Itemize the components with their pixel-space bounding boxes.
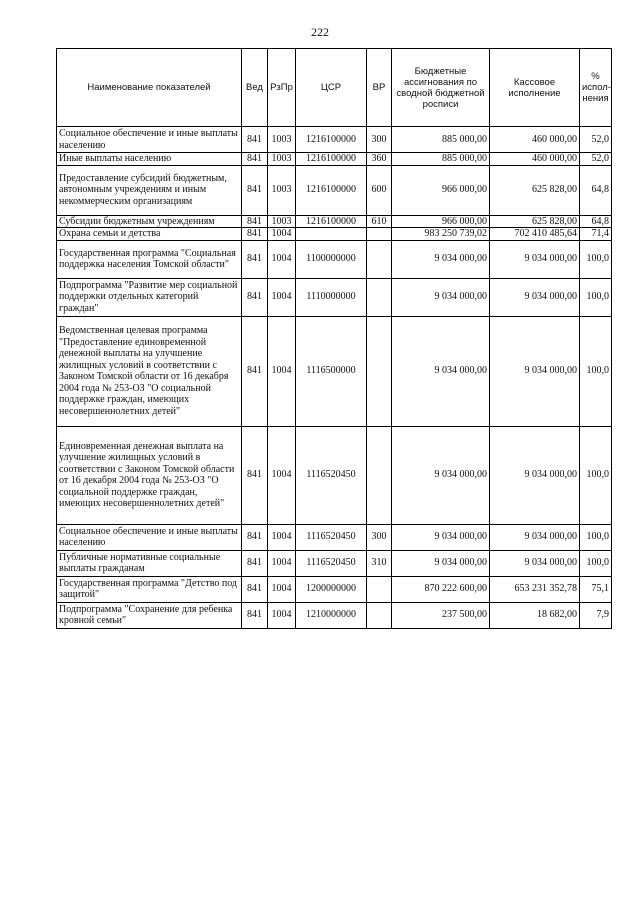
cell-rzpr: 1004 (268, 426, 296, 524)
header-name: Наименование показателей (57, 49, 242, 127)
cell-budget: 870 222 600,00 (392, 576, 490, 602)
cell-name: Ведомственная целевая программа "Предоставление единовременной денежной выплаты на улучшение жилищных условий в соответствии с Законом Томской области от 16 декабря 2004 года № 253-ОЗ "О социальной поддержке граждан, имеющих несовершеннолетних детей" (57, 316, 242, 426)
cell-vr (367, 426, 392, 524)
table-row (57, 127, 612, 153)
cell-vr (367, 278, 392, 316)
cell-csr: 1216100000 (296, 215, 367, 228)
cell-percent: 100,0 (580, 278, 612, 316)
cell-cash: 9 034 000,00 (490, 240, 580, 278)
cell-name: Подпрограмма "Сохранение для ребенка кровной семьи" (57, 602, 242, 628)
cell-rzpr: 1003 (268, 127, 296, 153)
cell-csr: 1116520450 (296, 426, 367, 524)
cell-name: Единовременная денежная выплата на улучшение жилищных условий в соответствии с Законом Томской области от 16 декабря 2004 года № 253-ОЗ "О социальной поддержке граждан, имеющих несовершеннолетних детей" (57, 426, 242, 524)
cell-vr: 600 (367, 165, 392, 215)
cell-csr: 1110000000 (296, 278, 367, 316)
page-number: 222 (311, 25, 329, 39)
cell-name: Публичные нормативные социальные выплаты гражданам (57, 550, 242, 576)
cell-cash: 9 034 000,00 (490, 550, 580, 576)
cell-vr: 300 (367, 127, 392, 153)
cell-rzpr: 1004 (268, 316, 296, 426)
cell-budget: 9 034 000,00 (392, 278, 490, 316)
cell-vr: 610 (367, 215, 392, 228)
cell-percent: 52,0 (580, 153, 612, 166)
header-rzpr: РзПр (268, 49, 296, 127)
cell-percent: 100,0 (580, 550, 612, 576)
table-row (57, 524, 612, 550)
cell-vr (367, 316, 392, 426)
table-row (57, 165, 612, 215)
header-percent: % испол-нения (580, 49, 612, 127)
cell-cash: 702 410 485,64 (490, 228, 580, 241)
cell-cash: 9 034 000,00 (490, 426, 580, 524)
cell-cash: 625 828,00 (490, 165, 580, 215)
cell-csr: 1100000000 (296, 240, 367, 278)
cell-csr (296, 228, 367, 241)
cell-ved: 841 (242, 165, 268, 215)
cell-ved: 841 (242, 153, 268, 166)
cell-rzpr: 1004 (268, 524, 296, 550)
cell-ved: 841 (242, 240, 268, 278)
cell-csr: 1116520450 (296, 524, 367, 550)
cell-name: Социальное обеспечение и иные выплаты населению (57, 524, 242, 550)
cell-cash: 9 034 000,00 (490, 278, 580, 316)
cell-vr (367, 240, 392, 278)
cell-cash: 18 682,00 (490, 602, 580, 628)
cell-name: Иные выплаты населению (57, 153, 242, 166)
table-row (57, 153, 612, 166)
cell-csr: 1216100000 (296, 153, 367, 166)
cell-rzpr: 1004 (268, 602, 296, 628)
cell-budget: 966 000,00 (392, 215, 490, 228)
cell-cash: 9 034 000,00 (490, 316, 580, 426)
cell-rzpr: 1004 (268, 278, 296, 316)
cell-cash: 9 034 000,00 (490, 524, 580, 550)
table-row (57, 316, 612, 426)
cell-vr: 360 (367, 153, 392, 166)
cell-percent: 100,0 (580, 316, 612, 426)
cell-percent: 75,1 (580, 576, 612, 602)
cell-cash: 460 000,00 (490, 127, 580, 153)
cell-cash: 460 000,00 (490, 153, 580, 166)
table-row (57, 215, 612, 228)
table-row (57, 550, 612, 576)
header-ved: Вед (242, 49, 268, 127)
cell-budget: 9 034 000,00 (392, 316, 490, 426)
cell-budget: 966 000,00 (392, 165, 490, 215)
table-row (57, 602, 612, 628)
cell-budget: 885 000,00 (392, 153, 490, 166)
cell-percent: 7,9 (580, 602, 612, 628)
cell-budget: 9 034 000,00 (392, 550, 490, 576)
cell-ved: 841 (242, 576, 268, 602)
cell-percent: 71,4 (580, 228, 612, 241)
cell-csr: 1200000000 (296, 576, 367, 602)
table-row (57, 228, 612, 241)
budget-report-table (56, 48, 612, 629)
cell-budget: 885 000,00 (392, 127, 490, 153)
table-header-row (57, 49, 612, 127)
cell-ved: 841 (242, 550, 268, 576)
cell-rzpr: 1004 (268, 228, 296, 241)
cell-ved: 841 (242, 228, 268, 241)
cell-rzpr: 1004 (268, 576, 296, 602)
cell-rzpr: 1004 (268, 550, 296, 576)
header-budget: Бюджетные ассигнования по сводной бюджетной росписи (392, 49, 490, 127)
table-row (57, 426, 612, 524)
header-cash: Кассовое исполнение (490, 49, 580, 127)
cell-name: Подпрограмма "Развитие мер социальной поддержки отдельных категорий граждан" (57, 278, 242, 316)
cell-vr (367, 228, 392, 241)
cell-cash: 625 828,00 (490, 215, 580, 228)
table-row (57, 576, 612, 602)
cell-percent: 64,8 (580, 165, 612, 215)
cell-name: Охрана семьи и детства (57, 228, 242, 241)
cell-budget: 983 250 739,02 (392, 228, 490, 241)
cell-ved: 841 (242, 524, 268, 550)
cell-csr: 1116500000 (296, 316, 367, 426)
cell-budget: 9 034 000,00 (392, 426, 490, 524)
cell-vr: 310 (367, 550, 392, 576)
cell-vr (367, 576, 392, 602)
cell-ved: 841 (242, 278, 268, 316)
cell-name: Социальное обеспечение и иные выплаты населению (57, 127, 242, 153)
cell-name: Субсидии бюджетным учреждениям (57, 215, 242, 228)
cell-ved: 841 (242, 316, 268, 426)
cell-percent: 52,0 (580, 127, 612, 153)
cell-ved: 841 (242, 426, 268, 524)
cell-cash: 653 231 352,78 (490, 576, 580, 602)
table-row (57, 278, 612, 316)
table-row (57, 240, 612, 278)
cell-rzpr: 1004 (268, 240, 296, 278)
cell-vr (367, 602, 392, 628)
cell-csr: 1116520450 (296, 550, 367, 576)
cell-name: Предоставление субсидий бюджетным, автономным учреждениям и иным некоммерческим организациям (57, 165, 242, 215)
cell-csr: 1216100000 (296, 127, 367, 153)
cell-rzpr: 1003 (268, 215, 296, 228)
cell-rzpr: 1003 (268, 165, 296, 215)
cell-name: Государственная программа "Социальная поддержка населения Томской области" (57, 240, 242, 278)
header-vr: ВР (367, 49, 392, 127)
cell-budget: 237 500,00 (392, 602, 490, 628)
cell-ved: 841 (242, 602, 268, 628)
cell-percent: 100,0 (580, 240, 612, 278)
cell-ved: 841 (242, 127, 268, 153)
cell-ved: 841 (242, 215, 268, 228)
cell-rzpr: 1003 (268, 153, 296, 166)
cell-percent: 64,8 (580, 215, 612, 228)
cell-percent: 100,0 (580, 426, 612, 524)
cell-csr: 1210000000 (296, 602, 367, 628)
header-csr: ЦСР (296, 49, 367, 127)
cell-percent: 100,0 (580, 524, 612, 550)
cell-name: Государственная программа "Детство под защитой" (57, 576, 242, 602)
cell-csr: 1216100000 (296, 165, 367, 215)
cell-budget: 9 034 000,00 (392, 524, 490, 550)
cell-vr: 300 (367, 524, 392, 550)
cell-budget: 9 034 000,00 (392, 240, 490, 278)
